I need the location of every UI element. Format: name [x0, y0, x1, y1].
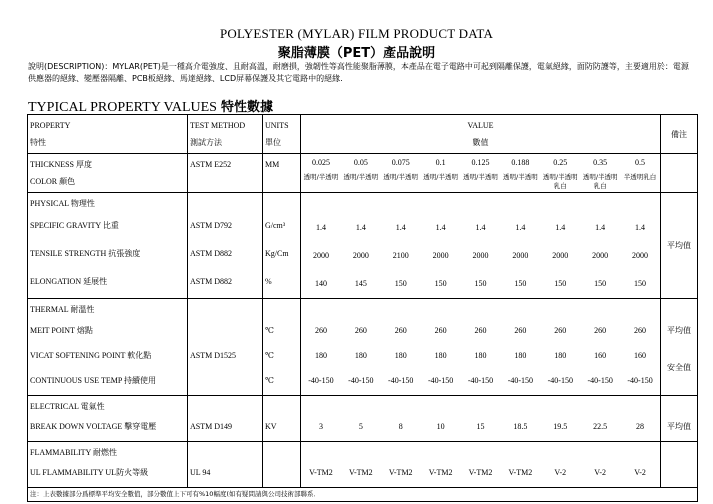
- bd-label: BREAK DOWN VOLTAGE 擊穿電壓: [30, 422, 157, 431]
- flammability-row: [28, 442, 698, 488]
- header-value-en: VALUE: [467, 121, 494, 130]
- sg-method: ASTM D792: [190, 221, 233, 230]
- value-cell: 1.4: [355, 223, 366, 232]
- color-values: [301, 171, 660, 191]
- document-subtitle: 聚脂薄膜（PET）產品說明: [277, 46, 436, 61]
- value-cell: 150: [434, 279, 447, 288]
- value-cell: -40-150: [427, 376, 454, 385]
- value-cell: 150: [594, 279, 607, 288]
- value-cell: V-TM2: [309, 468, 333, 477]
- el-method: ASTM D882: [190, 277, 233, 286]
- value-cell: 5: [358, 422, 363, 431]
- value-cell: 260: [434, 326, 447, 335]
- bd-unit: KV: [265, 422, 277, 431]
- value-cell: 1.4: [555, 223, 566, 232]
- header-value-zh: 數值: [472, 138, 489, 147]
- value-cell: 0.5: [635, 158, 646, 167]
- value-cell: -40-150: [467, 376, 494, 385]
- value-cell: V-TM2: [428, 468, 453, 477]
- value-cell: 22.5: [593, 422, 608, 431]
- value-cell: 透明/半透明乳白: [542, 173, 578, 190]
- flammability-heading: FLAMMABILITY 耐燃性: [30, 448, 118, 457]
- value-cell: 1.4: [515, 223, 526, 232]
- value-cell: 透明/半透明: [463, 173, 498, 181]
- mp-values: [301, 318, 660, 343]
- value-cell: 0.35: [593, 158, 608, 167]
- document-title: POLYESTER (MYLAR) FILM PRODUCT DATA: [219, 26, 494, 41]
- value-cell: 2000: [472, 251, 489, 260]
- value-cell: -40-150: [308, 376, 334, 385]
- value-cell: 180: [554, 351, 567, 360]
- section-title-en: TYPICAL PROPERTY VALUES: [28, 100, 217, 115]
- section-title-zh: 特性數據: [220, 100, 273, 115]
- value-cell: 140: [314, 279, 327, 288]
- color-label: COLOR 顏色: [30, 177, 76, 186]
- el-label: ELONGATION 延展性: [30, 277, 108, 286]
- mp-unit: ℃: [265, 326, 274, 335]
- vs-values: [301, 343, 660, 368]
- cu-values: [301, 368, 660, 393]
- value-cell: V-TM2: [348, 468, 373, 477]
- value-cell: 150: [514, 279, 527, 288]
- value-cell: 2000: [512, 251, 529, 260]
- bd-remark: 平均值: [667, 422, 691, 431]
- value-cell: V-2: [554, 468, 567, 477]
- value-cell: 15: [476, 422, 485, 431]
- value-cell: V-TM2: [468, 468, 493, 477]
- value-cell: 19.5: [553, 422, 568, 431]
- footnote-row: [28, 488, 698, 502]
- value-cell: 半透明乳白: [623, 173, 657, 181]
- value-cell: 260: [594, 326, 607, 335]
- property-table: [27, 114, 698, 502]
- vs-unit: ℃: [265, 351, 274, 360]
- value-cell: 180: [434, 351, 447, 360]
- value-cell: 150: [394, 279, 407, 288]
- value-cell: V-TM2: [388, 468, 413, 477]
- ul-method: UL 94: [190, 468, 211, 477]
- mp-remark: 平均值: [667, 326, 691, 335]
- product-description: 說明(DESCRIPTION)：MYLAR(PET)是一種高介電強度、且耐高溫，耐磨損，強韌性等高性能聚脂薄膜，本產品在電子電路中可起到隔離保護，電氣絕緣，面防防護等，主要適用於：電源供應器的絕緣、變壓器隔離、PCB板絕緣、馬達絕緣、LCD屏幕保護及其它電路中的絕緣.: [28, 62, 689, 83]
- value-cell: 2000: [352, 251, 369, 260]
- electrical-row: [28, 396, 698, 442]
- value-cell: 2000: [552, 251, 569, 260]
- value-cell: 0.1: [435, 158, 446, 167]
- thickness-method: ASTM E252: [190, 160, 232, 169]
- value-cell: 2000: [312, 251, 329, 260]
- value-cell: V-2: [594, 468, 607, 477]
- ts-label: TENSILE STRENGTH 抗張強度: [30, 249, 141, 258]
- thickness-unit: MM: [265, 160, 280, 169]
- el-unit: %: [265, 277, 272, 286]
- sg-label: SPECIFIC GRAVITY 比重: [30, 221, 119, 230]
- value-cell: 2000: [632, 251, 649, 260]
- physical-heading: PHYSICAL 物理性: [30, 199, 95, 208]
- value-cell: 透明/半透明: [383, 173, 419, 181]
- value-cell: 8: [398, 422, 403, 431]
- ts-method: ASTM D882: [190, 249, 233, 258]
- header-property-en: PROPERTY: [30, 121, 71, 130]
- value-cell: 150: [474, 279, 487, 288]
- sg-values: [301, 214, 660, 242]
- physical-remark: 平均值: [661, 193, 698, 299]
- header-method-en: TEST METHOD: [190, 121, 246, 130]
- value-cell: 0.125: [471, 158, 490, 167]
- value-cell: V-TM2: [508, 468, 533, 477]
- value-cell: 透明/半透明: [303, 173, 339, 181]
- value-cell: 2000: [592, 251, 609, 260]
- value-cell: -40-150: [627, 376, 653, 385]
- value-cell: -40-150: [348, 376, 374, 385]
- physical-row: [28, 193, 698, 299]
- bd-values: [301, 415, 660, 439]
- section-title: [28, 96, 273, 116]
- value-cell: 透明/半透明: [423, 173, 458, 181]
- value-cell: 145: [354, 279, 367, 288]
- footnote: 注：上表數據部分爲標準平均安全數值，部分數值上下可有%10幅度(如有疑問請與公司技術部聯系．: [30, 490, 320, 498]
- value-cell: 0.075: [391, 158, 410, 167]
- value-cell: 1.4: [635, 223, 646, 232]
- value-cell: 28: [636, 422, 645, 431]
- value-cell: 260: [634, 326, 647, 335]
- value-cell: 150: [554, 279, 567, 288]
- value-cell: 1.4: [435, 223, 446, 232]
- value-cell: 透明/半透明: [343, 173, 379, 181]
- value-cell: 2000: [432, 251, 449, 260]
- value-cell: 180: [354, 351, 367, 360]
- thickness-values: [301, 154, 660, 171]
- sg-unit: G/cm³: [265, 221, 286, 230]
- value-cell: 260: [354, 326, 367, 335]
- value-cell: 0.025: [311, 158, 330, 167]
- value-cell: 1.4: [395, 223, 406, 232]
- thermal-safe-remark: 安全值: [667, 363, 691, 372]
- value-cell: 1.4: [315, 223, 326, 232]
- value-cell: 160: [634, 351, 647, 360]
- header-property-zh: 特性: [30, 138, 46, 147]
- value-cell: 3: [318, 422, 323, 431]
- value-cell: -40-150: [587, 376, 613, 385]
- value-cell: 透明/半透明乳白: [582, 173, 618, 190]
- cu-unit: ℃: [265, 376, 274, 385]
- electrical-heading: ELECTRICAL 電氣性: [30, 402, 105, 411]
- value-cell: 260: [514, 326, 527, 335]
- value-cell: 透明/半透明: [503, 173, 538, 181]
- vs-label: VICAT SOFTENING POINT 軟化點: [30, 351, 152, 360]
- value-cell: 1.4: [475, 223, 486, 232]
- value-cell: 180: [394, 351, 407, 360]
- ts-unit: Kg/Cm: [265, 249, 289, 258]
- value-cell: 260: [554, 326, 567, 335]
- value-cell: 2100: [392, 251, 409, 260]
- value-cell: 18.5: [513, 422, 528, 431]
- thermal-row: [28, 299, 698, 396]
- mp-label: MEIT POINT 熔點: [30, 326, 93, 335]
- value-cell: 10: [436, 422, 445, 431]
- value-cell: 260: [314, 326, 327, 335]
- value-cell: 0.05: [353, 158, 368, 167]
- header-method-zh: 測試方法: [190, 138, 222, 147]
- value-cell: -40-150: [547, 376, 573, 385]
- header-remark: 備注: [661, 115, 698, 154]
- value-cell: 0.188: [511, 158, 530, 167]
- vs-method: ASTM D1525: [190, 351, 237, 360]
- thermal-heading: THERMAL 耐溫性: [30, 305, 95, 314]
- thickness-color-row: [28, 154, 698, 193]
- value-cell: -40-150: [507, 376, 534, 385]
- value-cell: 0.25: [553, 158, 568, 167]
- bd-method: ASTM D149: [190, 422, 233, 431]
- value-cell: 260: [394, 326, 407, 335]
- ul-label: UL FLAMMABILITY UL防火等級: [30, 468, 149, 477]
- value-cell: 1.4: [595, 223, 606, 232]
- ts-values: [301, 242, 660, 270]
- value-cell: V-2: [634, 468, 646, 477]
- value-cell: 180: [314, 351, 327, 360]
- cu-label: CONTINUOUS USE TEMP 持續使用: [30, 376, 157, 385]
- value-cell: 260: [474, 326, 487, 335]
- value-cell: -40-150: [388, 376, 414, 385]
- header-units-zh: 單位: [265, 138, 281, 147]
- value-cell: 160: [594, 351, 607, 360]
- el-values: [301, 270, 660, 298]
- thickness-label: THICKNESS 厚度: [30, 160, 93, 169]
- value-cell: 180: [474, 351, 487, 360]
- value-cell: 180: [514, 351, 527, 360]
- header-units-en: UNITS: [265, 121, 289, 130]
- table-header-row: [28, 115, 698, 154]
- value-cell: 150: [634, 279, 647, 288]
- ul-values: [301, 461, 660, 485]
